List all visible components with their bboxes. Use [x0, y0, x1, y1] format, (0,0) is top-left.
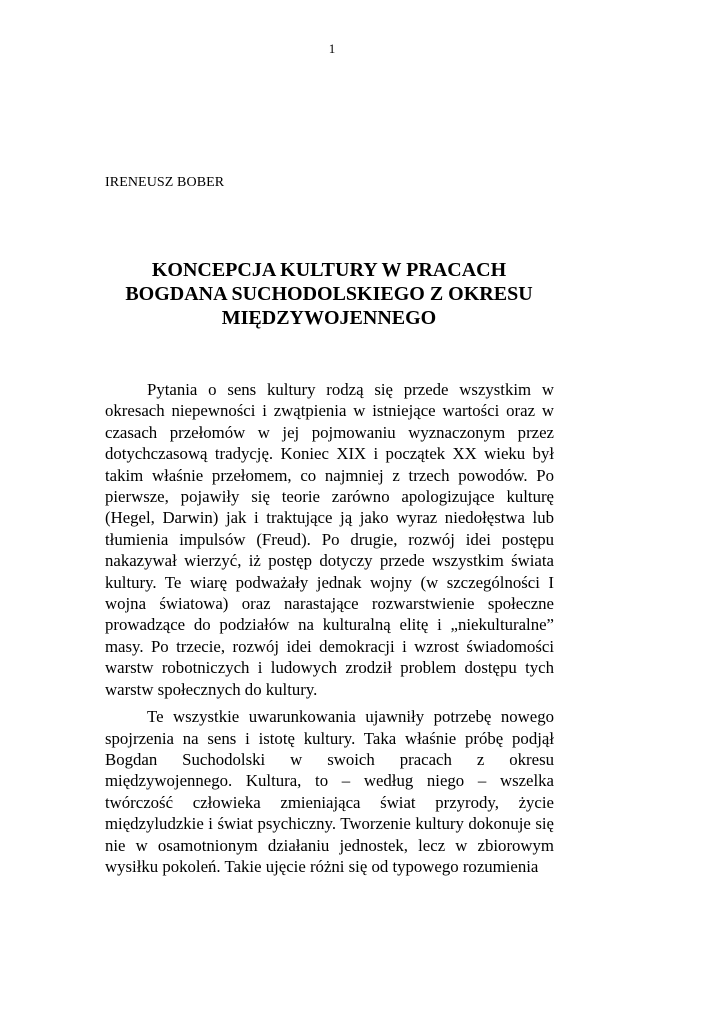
title-line: KONCEPCJA KULTURY W PRACACH [151, 259, 507, 281]
article-title [105, 258, 553, 330]
page-number: 1 [328, 41, 336, 56]
title-line: MIĘDZYWOJENNEGO [221, 307, 437, 329]
title-line: BOGDANA SUCHODOLSKIEGO Z OKRESU [125, 283, 533, 305]
paragraph: Pytania o sens kultury rodzą się przede wszystkim w okresach niepewności i zwątpienia w istniejące wartości oraz w czasach przełomów w jej pojmowaniu wyznaczonym przez dotychczasową tradycję. Koniec XIX i początek XX wieku był takim właśnie przełomem, co najmniej z trzech powodów. Po pierwsze, pojawiły się teorie zarówno apologizujące kulturę (Hegel, Darwin) jak i traktujące ją jako wyraz niedołęstwa lub tłumienia impulsów (Freud). Po drugie, rozwój idei postępu nakazywał wierzyć, iż postęp dotyczy przede wszystkim świata kultury. Te wiarę podważały jednak wojny (w szczególności I wojna światowa) oraz narastające rozwarstwienie społeczne prowadzące do podziałów na kulturalną elitę i „niekulturalne” masy. Po trzecie, rozwój idei demokracji i wzrost świadomości warstw robotniczych i ludowych zrodził problem dostępu tych warstw społecznych do kultury. [105, 380, 554, 699]
paragraph: Te wszystkie uwarunkowania ujawniły potrzebę nowego spojrzenia na sens i istotę kultury. Taka właśnie próbę podjął Bogdan Suchodolski w swoich pracach z okresu międzywojennego. Kultura, to – według niego – wszelka twórczość człowieka zmieniająca świat przyrody, życie międzyludzkie i świat psychiczny. Tworzenie kultury dokonuje się nie w osamotnionym działaniu jednostek, lecz w zbiorowym wysiłku pokoleń. Takie ujęcie różni się od typowego rozumienia [105, 707, 554, 876]
article-body [105, 379, 554, 883]
author-name: IRENEUSZ BOBER [105, 175, 225, 190]
